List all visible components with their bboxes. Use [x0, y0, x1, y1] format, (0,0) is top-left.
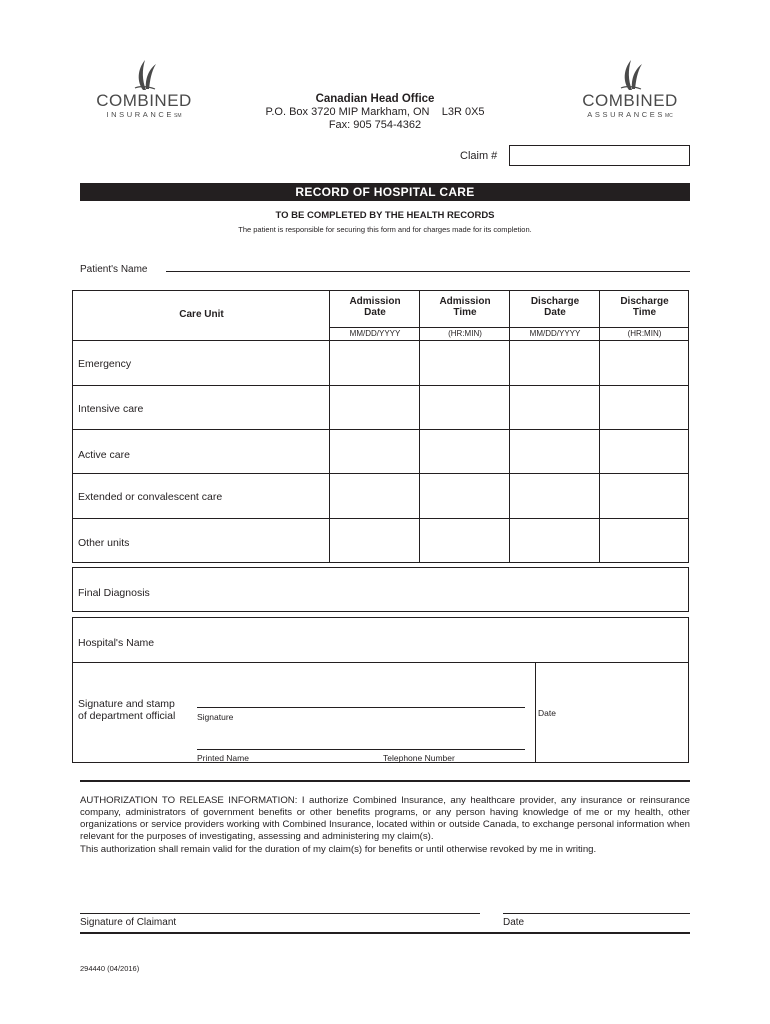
- form-number: 294440 (04/2016): [80, 964, 140, 973]
- table-cell[interactable]: [330, 341, 420, 386]
- final-diagnosis-field[interactable]: [72, 567, 689, 612]
- table-cell[interactable]: [420, 341, 510, 386]
- table-cell[interactable]: [600, 519, 689, 563]
- authorization-text: AUTHORIZATION TO RELEASE INFORMATION: I authorize Combined Insurance, any healthcare provider, any insurance or reinsurance company, administrators of government benefits or other benefits programs, or any person having knowledge of me or my health, other organizations or service providers working with Combined Insurance, located within or outside Canada, to exchange personal information when relevant for the purposes of investigating, assessing and administering my claim(s).: [80, 795, 690, 842]
- claim-label: Claim #: [460, 150, 498, 162]
- printed-name-line[interactable]: [197, 738, 525, 750]
- feather-icon: [129, 58, 159, 92]
- table-cell[interactable]: [330, 474, 420, 519]
- claimant-date-label: Date: [503, 917, 525, 928]
- combined-insurance-logo: [80, 58, 208, 121]
- logo-subtitle-right: ASSURANCES: [587, 110, 665, 119]
- patient-name-field[interactable]: [166, 260, 690, 272]
- table-cell[interactable]: [420, 474, 510, 519]
- table-cell[interactable]: [600, 341, 689, 386]
- feather-icon: [615, 58, 645, 92]
- printed-name-caption: Printed Name: [197, 753, 249, 763]
- hospital-name-label: Hospital's Name: [78, 637, 155, 649]
- table-cell[interactable]: [510, 474, 600, 519]
- logo-brand-left: COMBINED: [96, 91, 192, 110]
- logo-subtitle-left: INSURANCE: [106, 110, 175, 119]
- bottom-rule: [80, 932, 690, 934]
- table-cell[interactable]: [330, 430, 420, 474]
- care-unit-header: Care Unit: [179, 309, 224, 320]
- hospital-name-field[interactable]: [72, 617, 689, 663]
- claimant-date-line[interactable]: [503, 913, 690, 914]
- claimant-signature-label: Signature of Claimant: [80, 917, 177, 928]
- row-label-intensive-care: Intensive care: [78, 403, 144, 415]
- section-divider: [80, 780, 690, 782]
- form-subtitle: TO BE COMPLETED BY THE HEALTH RECORDS: [275, 210, 495, 221]
- signature-official-label-line1: Signature and stamp: [78, 698, 175, 710]
- telephone-caption: Telephone Number: [383, 753, 455, 763]
- row-label-active-care: Active care: [78, 449, 130, 461]
- col-discharge-time-line1: Discharge: [620, 296, 669, 307]
- table-cell[interactable]: [510, 430, 600, 474]
- table-cell[interactable]: [420, 519, 510, 563]
- logo-brand-right: COMBINED: [582, 91, 678, 110]
- signature-caption: Signature: [197, 712, 234, 722]
- col-discharge-time-unit: (HR:MIN): [627, 329, 662, 338]
- final-diagnosis-label: Final Diagnosis: [78, 587, 150, 599]
- office-title: Canadian Head Office: [315, 93, 435, 105]
- table-cell[interactable]: [330, 386, 420, 430]
- claim-number-field[interactable]: [509, 145, 690, 166]
- head-office-block: [230, 93, 520, 132]
- logo-mark-right: MC: [664, 113, 673, 119]
- col-admission-time-line2: Time: [453, 307, 477, 318]
- authorization-validity: This authorization shall remain valid for the duration of my claim(s) for benefits or until otherwise revoked by me in writing.: [80, 844, 597, 855]
- form-title: RECORD OF HOSPITAL CARE: [80, 183, 690, 201]
- col-discharge-time-line2: Time: [632, 307, 657, 318]
- row-label-extended-care: Extended or convalescent care: [78, 491, 223, 503]
- col-admission-time-unit: (HR:MIN): [448, 329, 482, 338]
- col-discharge-date-line2: Date: [544, 307, 566, 318]
- table-cell[interactable]: [510, 341, 600, 386]
- claimant-signature-line[interactable]: [80, 913, 480, 914]
- official-date-field[interactable]: [536, 664, 688, 762]
- col-discharge-date-line1: Discharge: [530, 296, 580, 307]
- col-discharge-date-unit: MM/DD/YYYY: [529, 329, 581, 338]
- row-label-other-units: Other units: [78, 537, 130, 549]
- signature-official-label-line2: of department official: [78, 710, 176, 722]
- table-cell[interactable]: [600, 386, 689, 430]
- office-fax: Fax: 905 754-4362: [328, 119, 422, 131]
- table-cell[interactable]: [510, 519, 600, 563]
- official-signature-line[interactable]: [197, 696, 525, 708]
- col-admission-date-line2: Date: [364, 307, 386, 318]
- col-admission-date-line1: Admission: [349, 296, 401, 307]
- table-cell[interactable]: [510, 386, 600, 430]
- care-table: [72, 290, 689, 563]
- logo-mark-left: SM: [174, 113, 182, 119]
- table-cell[interactable]: [330, 519, 420, 563]
- table-cell[interactable]: [420, 430, 510, 474]
- combined-assurances-logo: [566, 58, 694, 121]
- official-date-label: Date: [538, 708, 556, 718]
- office-address: P.O. Box 3720 MIP Markham, ON L3R 0X5: [265, 106, 485, 118]
- table-cell[interactable]: [420, 386, 510, 430]
- table-cell[interactable]: [600, 474, 689, 519]
- patient-name-label: Patient's Name: [80, 264, 148, 275]
- col-admission-time-line1: Admission: [439, 296, 491, 307]
- row-label-emergency: Emergency: [78, 358, 132, 370]
- form-note: The patient is responsible for securing this form and for charges made for its completion.: [238, 225, 532, 234]
- table-cell[interactable]: [600, 430, 689, 474]
- col-admission-date-unit: MM/DD/YYYY: [349, 329, 401, 338]
